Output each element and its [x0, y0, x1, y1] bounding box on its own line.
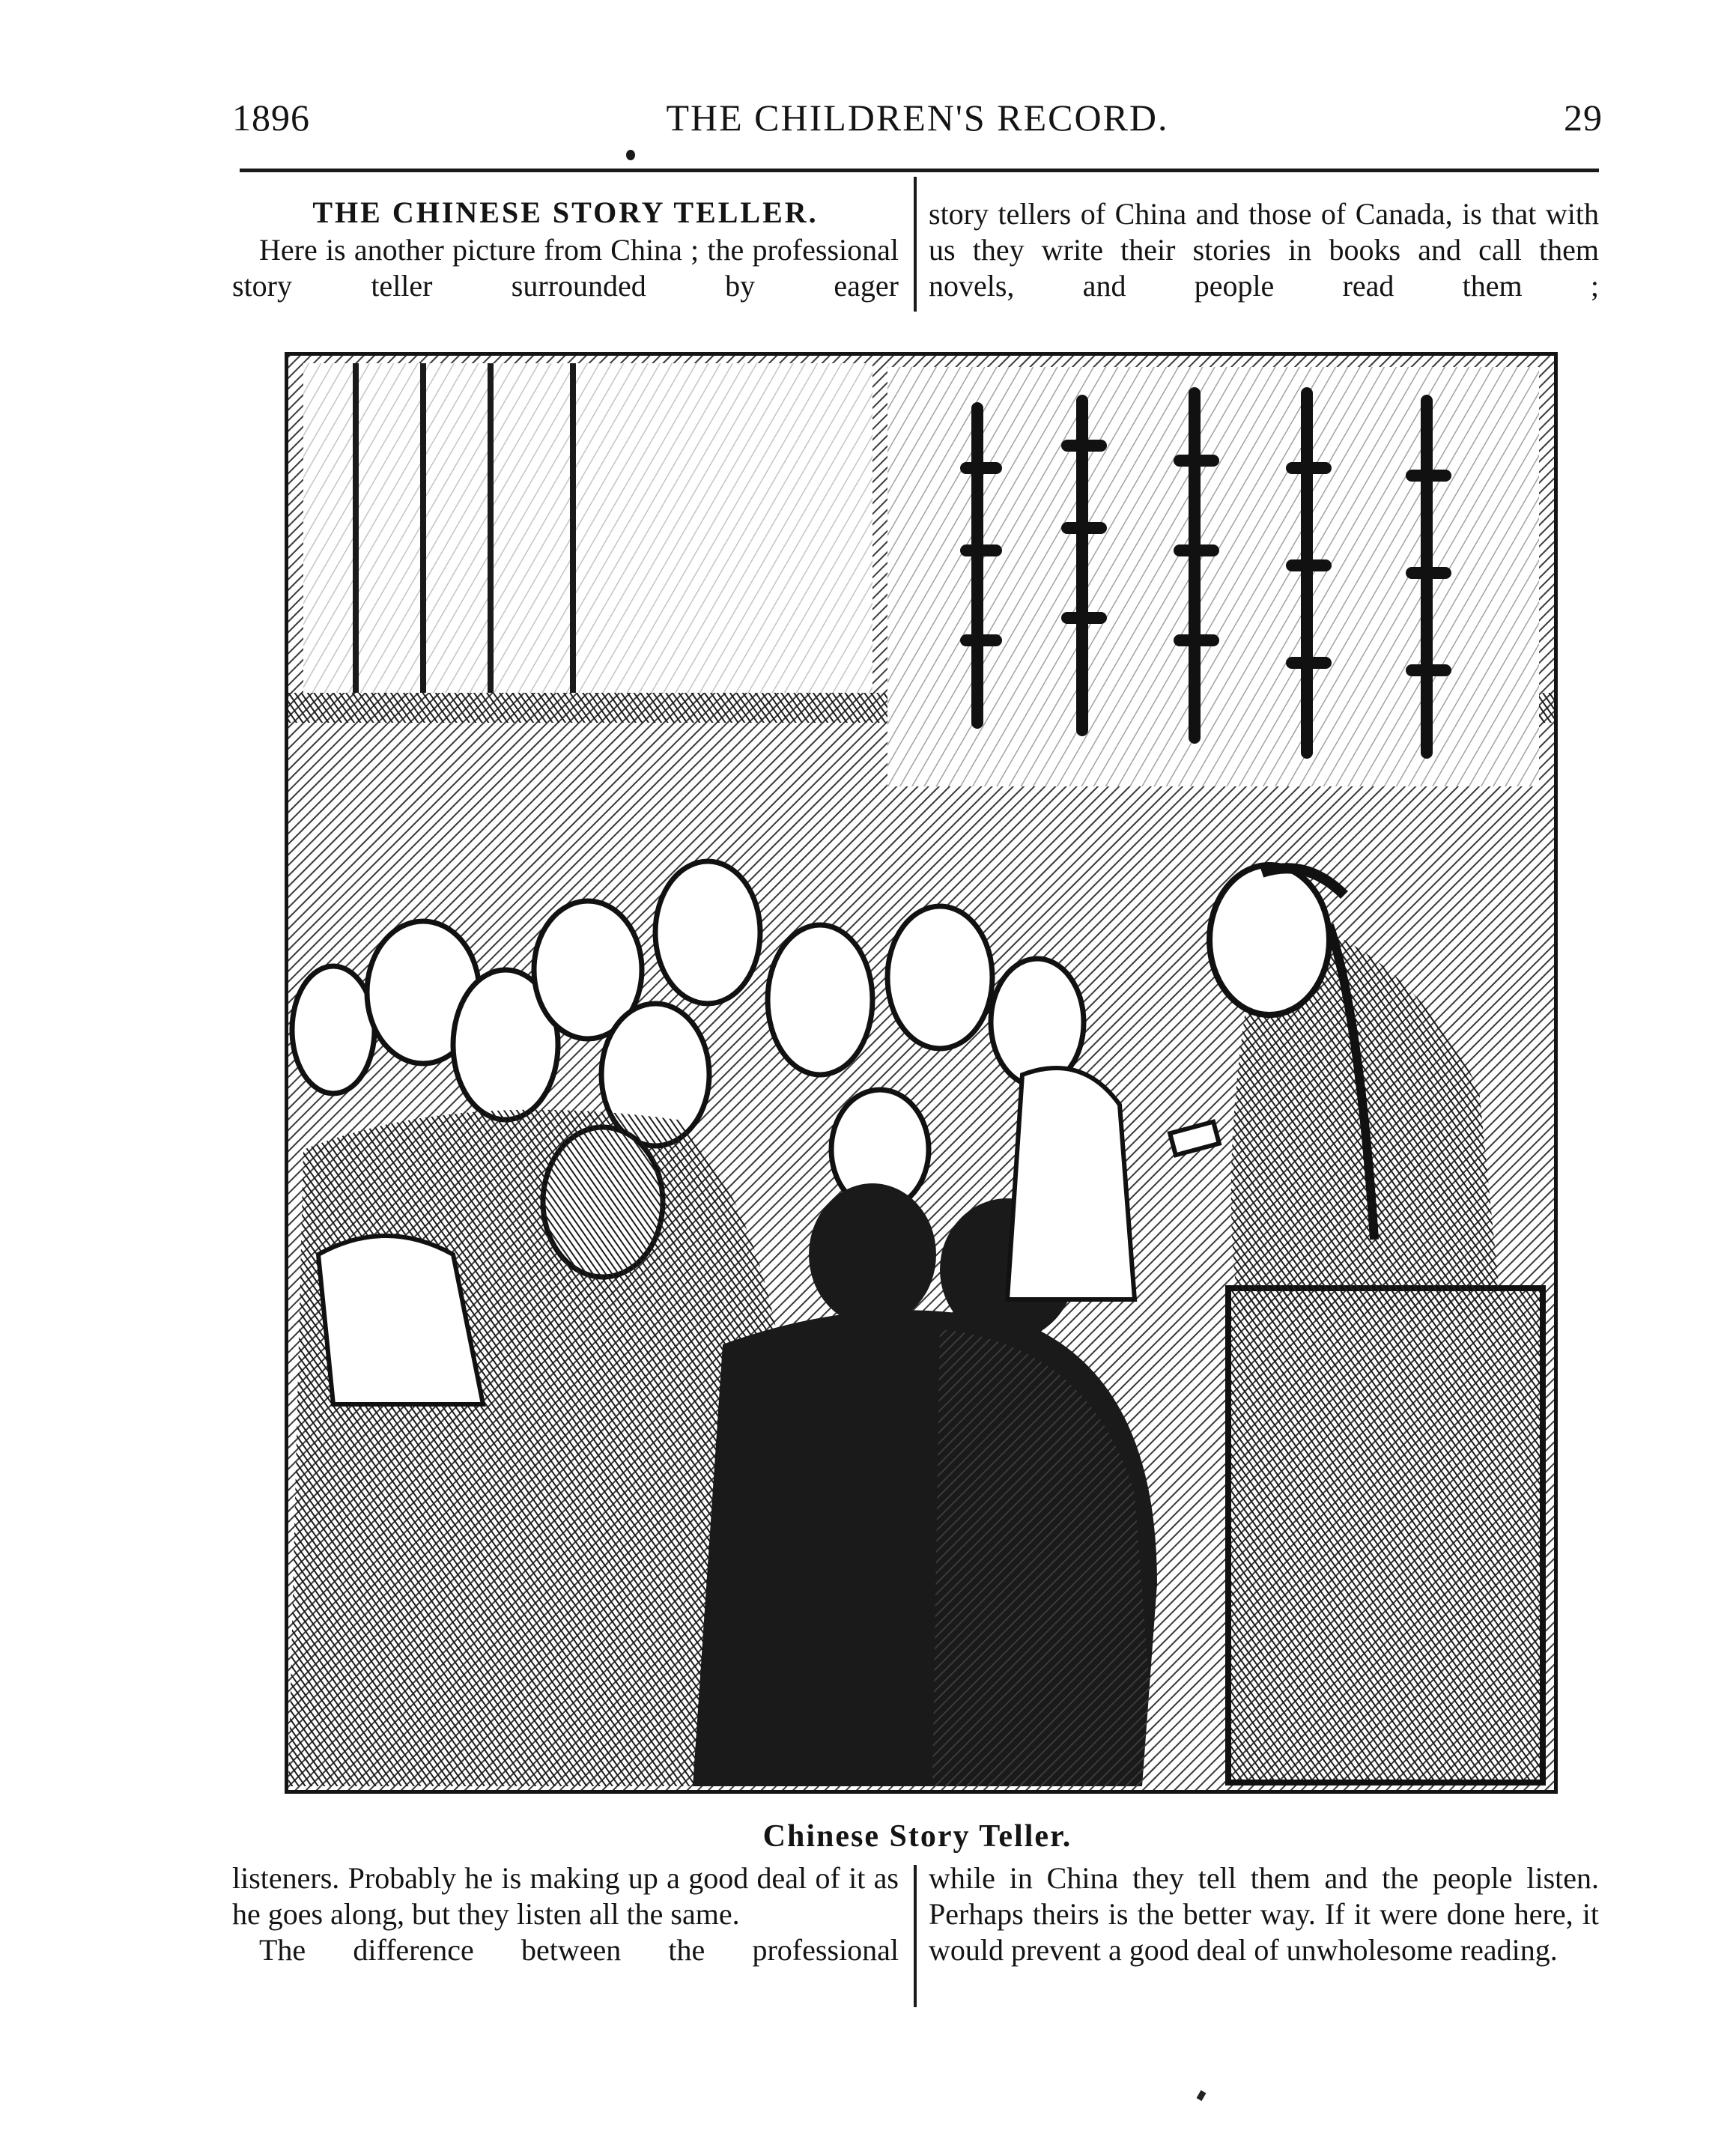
header-title: THE CHILDREN'S RECORD.	[666, 97, 1169, 139]
engraving-image	[288, 356, 1554, 1790]
top-left-paragraph: Here is another picture from China ; the professional story teller surrounded by eager	[232, 233, 899, 303]
top-right-paragraph: story tellers of China and those of Canada, is that with us they write their stories in books and call them novels, and people read them ;	[929, 197, 1599, 303]
illustration-caption: Chinese Story Teller.	[762, 1819, 1072, 1854]
running-header	[232, 96, 1603, 156]
page-number: 29	[1564, 97, 1603, 139]
bottom-left-column	[232, 1860, 899, 1968]
ink-mark	[1197, 2090, 1207, 2101]
bottom-right-paragraph: while in China they tell them and the people listen. Perhaps theirs is the better way. If it were done here, it would prevent a good deal of unwholesome reading.	[929, 1861, 1599, 1967]
top-column-divider	[914, 177, 917, 312]
top-right-column	[929, 196, 1599, 304]
article-heading: THE CHINESE STORY TELLER.	[312, 195, 819, 229]
story-teller-illustration	[285, 352, 1558, 1794]
ink-speck	[626, 150, 635, 160]
bottom-column-divider	[914, 1865, 917, 2007]
bottom-left-paragraph-1: listeners. Probably he is making up a good deal of it as he goes along, but they listen all the same.	[232, 1861, 899, 1931]
top-left-column	[232, 193, 899, 304]
header-rule	[240, 169, 1599, 172]
bottom-left-paragraph-2: The difference between the professional	[259, 1933, 899, 1967]
header-year: 1896	[232, 97, 310, 139]
bottom-right-column	[929, 1860, 1599, 1968]
